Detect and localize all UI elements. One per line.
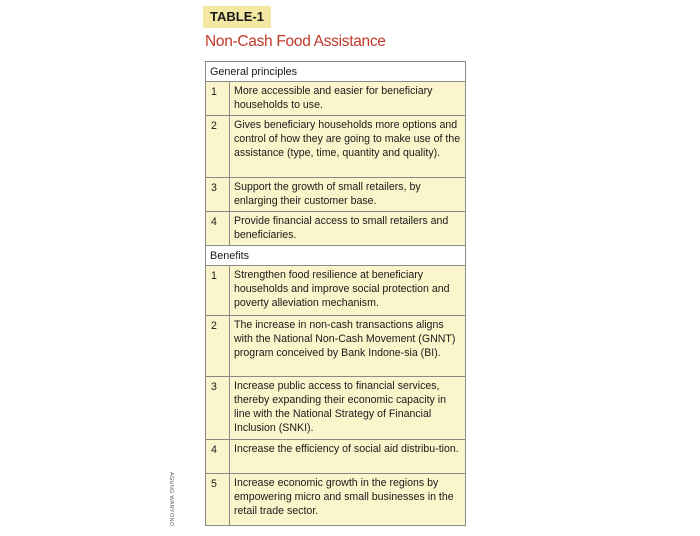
table-row	[206, 212, 466, 246]
table-row	[206, 178, 466, 212]
table-row	[206, 266, 466, 316]
row-text: Strengthen food resilience at beneficiary households and improve social protection and poverty alleviation mechanism.	[230, 266, 466, 316]
row-text: Increase public access to financial services, thereby expanding their economic capacity in line with the National Strategy of Financial Inclusion (SNKI).	[230, 377, 466, 440]
table-row	[206, 474, 466, 526]
table-row	[206, 440, 466, 474]
row-text: Provide financial access to small retailers and beneficiaries.	[230, 212, 466, 246]
row-number: 2	[206, 316, 230, 377]
assistance-table	[205, 61, 466, 526]
table-row	[206, 116, 466, 178]
section-heading-benefits: Benefits	[206, 246, 466, 266]
row-text: The increase in non-cash transactions aligns with the National Non-Cash Movement (GNNT) program conceived by Bank Indone-sia (BI).	[230, 316, 466, 377]
row-number: 4	[206, 212, 230, 246]
row-number: 3	[206, 178, 230, 212]
table-row	[206, 316, 466, 377]
section-heading-general-principles: General principles	[206, 62, 466, 82]
row-text: Increase economic growth in the regions by empowering micro and small businesses in the retail trade sector.	[230, 474, 466, 526]
row-text: Support the growth of small retailers, by enlarging their customer base.	[230, 178, 466, 212]
table-title: Non-Cash Food Assistance	[205, 33, 386, 50]
table-row	[206, 377, 466, 440]
photo-credit: AGUNG WARYONO	[168, 472, 174, 527]
row-number: 5	[206, 474, 230, 526]
row-text: More accessible and easier for beneficiary households to use.	[230, 82, 466, 116]
table-label: TABLE-1	[203, 6, 271, 28]
row-text: Gives beneficiary households more options and control of how they are going to make use of the assistance (type, time, quantity and quality).	[230, 116, 466, 178]
row-number: 2	[206, 116, 230, 178]
table-row	[206, 82, 466, 116]
row-number: 4	[206, 440, 230, 474]
row-number: 3	[206, 377, 230, 440]
row-number: 1	[206, 82, 230, 116]
row-text: Increase the efficiency of social aid distribu-tion.	[230, 440, 466, 474]
row-number: 1	[206, 266, 230, 316]
